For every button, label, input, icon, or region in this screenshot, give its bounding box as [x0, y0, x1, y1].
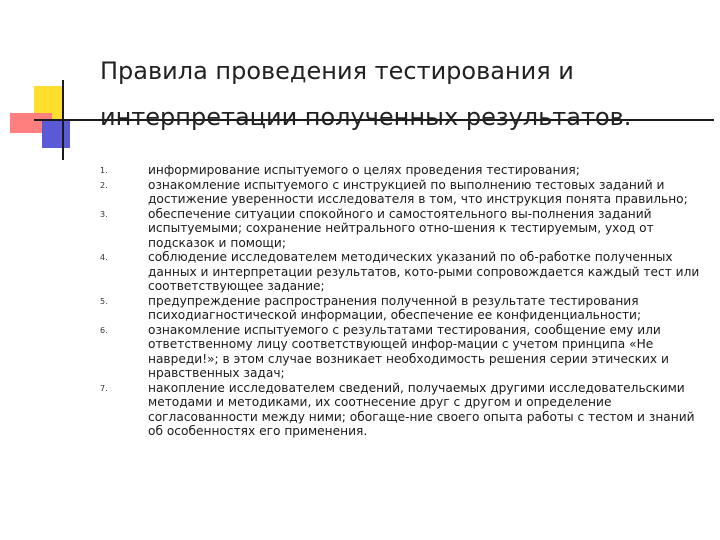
list-item-text: информирование испытуемого о целях проведения тестирования;	[148, 163, 580, 177]
list-item	[100, 163, 700, 178]
list-item-number: 6.	[100, 325, 108, 335]
list-item	[100, 294, 700, 323]
list-item-text: накопление исследователем сведений, получаемых другими исследовательскими методами и методиками, их соотнесение друг с другом и определение согласованности между ними; обогаще-ние своего опыта работы с тестом и знаний об особенностях его применения.	[148, 380, 695, 438]
list-item-text: предупреждение распространения полученной в результате тестирования психодиагностической информации, обеспечение ее конфиденциальности;	[148, 293, 642, 322]
list-item-text: обеспечение ситуации спокойного и самостоятельного вы-полнения заданий испытуемыми; сохранение нейтрального отно-шения к тестируемым, уход от подсказок и помощи;	[148, 206, 654, 250]
list-item	[100, 250, 700, 294]
list-item	[100, 207, 700, 251]
decor-blue-square	[42, 120, 70, 148]
list-item-text: соблюдение исследователем методических указаний по об-работке полученных данных и интерпретации результатов, кото-рыми сопровождается каждый тест или соответствующее задание;	[148, 250, 700, 293]
slide-title: Правила проведения тестирования и интерпретации полученных результатов.	[100, 57, 632, 131]
list-item-number: 2.	[100, 180, 108, 190]
rules-list	[100, 163, 700, 439]
list-item-number: 7.	[100, 383, 108, 393]
list-item-number: 5.	[100, 296, 108, 306]
list-item	[100, 323, 700, 381]
list-item-text: ознакомление испытуемого с результатами тестирования, сообщение ему или ответственному лицу соответствующей инфор-мации с учетом принципа «Не навреди!»; в этом случае возникает необходимость решения серии этических и нравственных задач;	[148, 322, 669, 380]
list-item-number: 4.	[100, 253, 108, 262]
list-item	[100, 178, 700, 207]
list-item	[100, 381, 700, 439]
list-item-text: ознакомление испытуемого с инструкцией по выполнению тестовых заданий и достижение уверенности исследователя в том, что инструкция понята правильно;	[148, 177, 688, 206]
list-item-number: 1.	[100, 166, 108, 175]
list-item-number: 3.	[100, 209, 108, 219]
